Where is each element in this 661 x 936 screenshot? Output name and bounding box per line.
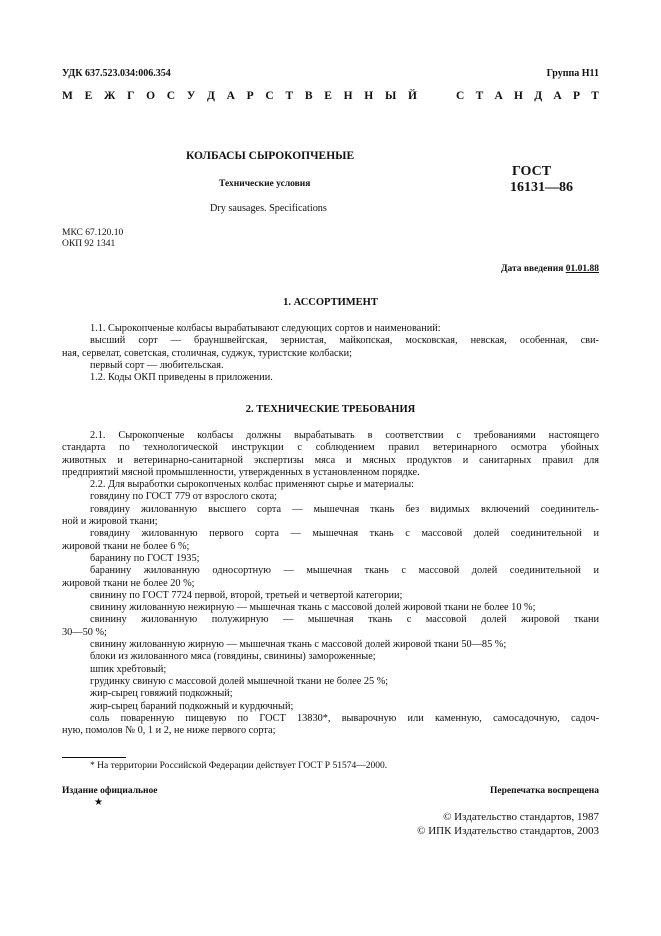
mezhgos-letter: А (226, 90, 235, 102)
paragraph-line: высший сорт — брауншвейгская, зернистая, майкопская, московская, невская, особенная, сви- (90, 335, 599, 347)
mezhgos-letter: В (304, 90, 313, 102)
mezhgos-letter: О (146, 90, 156, 102)
section-1-body (62, 323, 599, 384)
paragraph-line: свинину жилованную полужирную — мышечная ткань с массовой долей жировой ткани (90, 614, 599, 626)
paragraph-line: ная, сервелат, советская, столичная, суджук, туристские колбаски; (62, 347, 352, 359)
standart-word (456, 90, 599, 102)
mezhgos-letter: Г (127, 90, 135, 102)
mks-code: МКС 67.120.10 (62, 228, 124, 238)
paragraph-line: предприятий мясной промышленности, утвержденных в установленном порядке. (62, 466, 420, 478)
standart-letter: А (553, 90, 562, 102)
mezhgos-letter: Е (84, 90, 93, 102)
mezhgos-word (62, 90, 417, 102)
paragraph-line: свинину по ГОСТ 7724 первой, второй, третьей и четвертой категории; (90, 589, 403, 601)
paragraph-line: 1.2. Коды ОКП приведены в приложении. (90, 372, 273, 384)
paragraph-line: свинину жилованную жирную — мышечная ткань с массовой долей жировой ткани 50—85 %; (90, 639, 507, 651)
section-2-title: 2. ТЕХНИЧЕСКИЕ ТРЕБОВАНИЯ (245, 404, 416, 415)
paragraph-line: говядину жилованную высшего сорта — мышечная ткань без видимых включений соединитель- (90, 503, 599, 515)
standart-letter: Р (572, 90, 581, 102)
standart-letter: Н (514, 90, 523, 102)
paragraph-line: 1.1. Сырокопченые колбасы вырабатывают следующих сортов и наименований: (90, 323, 441, 334)
standard-type-line (62, 90, 599, 102)
official-edition: Издание официальное (62, 786, 158, 796)
copyright-1987: © Издательство стандартов, 1987 (443, 811, 599, 823)
mezhgos-letter: Р (246, 90, 254, 102)
standart-letter: А (494, 90, 503, 102)
reprint-prohibited: Перепечатка воспрещена (489, 786, 599, 796)
document-title: КОЛБАСЫ СЫРОКОПЧЕНЫЕ (186, 150, 355, 162)
paragraph-line: жир-сырец говяжий подкожный; (90, 688, 233, 700)
mezhgos-letter: Й (407, 90, 417, 102)
mezhgos-letter: Ж (103, 90, 116, 102)
standart-letter: Т (475, 90, 484, 102)
mezhgos-letter: Н (364, 90, 374, 102)
group-code: Группа Н11 (546, 68, 599, 79)
paragraph-line: шпик хребтовый; (90, 663, 167, 675)
mezhgos-letter: Т (285, 90, 294, 102)
paragraph-line: жировой ткани не более 20 %; (62, 577, 195, 589)
paragraph-line: говядину жилованную первого сорта — мышечная ткань с массовой долей соединительной и (90, 528, 599, 540)
paragraph-line: ную, помолов № 0, 1 и 2, не ниже первого сорта; (62, 725, 276, 737)
mezhgos-letter: Д (206, 90, 215, 102)
paragraph-line: животных и ветеринарно-санитарной экспертизы мяса и мясных продуктов и санитарных правил для (62, 454, 599, 466)
paragraph-line: 2.2. Для выработки сырокопченых колбас применяют сырье и материалы: (90, 479, 414, 491)
paragraph-line: жировой ткани не более 6 %; (62, 540, 190, 552)
gost-number: 16131—86 (510, 180, 573, 195)
paragraph-line: 30—50 %; (62, 626, 107, 638)
mezhgos-letter: Е (324, 90, 332, 102)
standart-letter: С (456, 90, 465, 102)
intro-date-label: Дата введения (500, 264, 564, 274)
paragraph-line: 2.1. Сырокопченые колбасы должны вырабатывать в соответствии с требованиями настоящего (90, 430, 599, 441)
document-subtitle: Технические условия (219, 179, 311, 189)
intro-date (501, 264, 599, 274)
gost-label: ГОСТ (512, 164, 552, 179)
section-2-body (62, 430, 599, 737)
standart-letter: Д (534, 90, 543, 102)
english-title: Dry sausages. Specifications (210, 203, 327, 214)
mezhgos-letter: М (62, 90, 73, 102)
paragraph-line: ной и жировой ткани; (62, 516, 158, 528)
okp-code: ОКП 92 1341 (62, 239, 116, 249)
paragraph-line: баранину по ГОСТ 1935; (90, 552, 200, 564)
section-1-title: 1. АССОРТИМЕНТ (283, 297, 378, 308)
paragraph-line: блоки из жилованного мяса (говядины, свинины) замороженные; (90, 651, 376, 663)
copyright-2003: © ИПК Издательство стандартов, 2003 (417, 825, 599, 837)
paragraph-line: говядину по ГОСТ 779 от взрослого скота; (90, 491, 278, 503)
mezhgos-letter: Ы (384, 90, 397, 102)
mezhgos-letter: У (186, 90, 196, 102)
paragraph-line: свинину жилованную нежирную — мышечная ткань с массовой долей жировой ткани не более 10 %; (90, 602, 536, 614)
paragraph-line: соль поваренную пищевую по ГОСТ 13830*, выварочную или каменную, самосадочную, садоч- (90, 712, 599, 724)
paragraph-line: жир-сырец бараний подкожный и курдючный; (90, 700, 294, 712)
paragraph-line: стандарта по технологической инструкции с соблюдением правил ветеринарного осмотра убойных (62, 442, 599, 454)
mezhgos-letter: С (166, 90, 176, 102)
footnote: * На территории Российской Федерации действует ГОСТ Р 51574—2000. (90, 761, 388, 771)
mezhgos-letter: С (265, 90, 274, 102)
udk-code: УДК 637.523.034:006.354 (62, 68, 171, 79)
paragraph-line: баранину жилованную односортную — мышечная ткань с массовой долей соединительной и (90, 565, 599, 577)
mezhgos-letter: Н (343, 90, 353, 102)
star-icon: ★ (94, 797, 103, 808)
paragraph-line: грудинку свиную с массовой долей мышечной ткани не более 25 %; (90, 675, 389, 687)
paragraph-line: первый сорт — любительская. (90, 359, 224, 371)
standart-letter: Т (591, 90, 599, 102)
footnote-rule (62, 757, 126, 758)
intro-date-value: 01.01.88 (565, 264, 599, 274)
